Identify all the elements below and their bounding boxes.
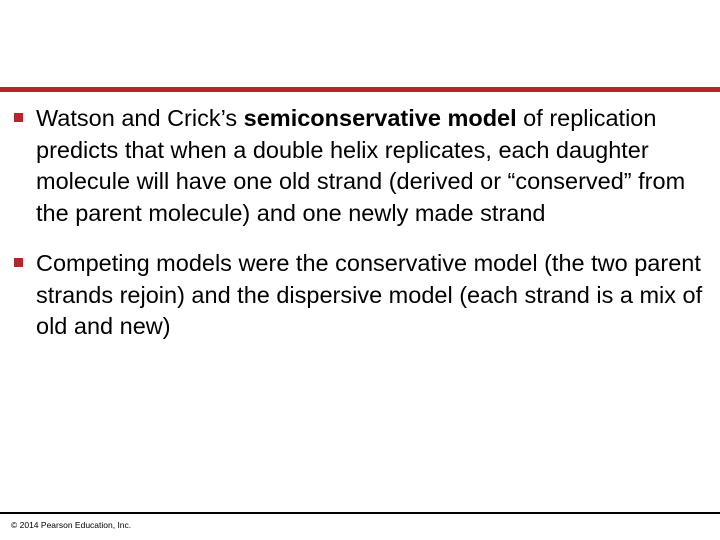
bullet-list bbox=[14, 103, 704, 343]
title-divider-rule bbox=[0, 87, 720, 92]
bullet-text-lead: Watson and Crick’s bbox=[36, 105, 244, 131]
copyright-notice: © 2014 Pearson Education, Inc. bbox=[11, 520, 132, 530]
square-bullet-icon bbox=[14, 258, 23, 267]
footer-divider-rule bbox=[0, 512, 720, 514]
square-bullet-icon bbox=[14, 113, 23, 122]
bullet-text-emphasis: semiconservative model bbox=[243, 105, 517, 131]
bullet-item-semiconservative bbox=[14, 103, 704, 229]
bullet-text: Competing models were the conservative model (the two parent strands rejoin) and the dispersive model (each strand is a mix of old and new) bbox=[36, 250, 703, 339]
bullet-item-competing-models bbox=[14, 248, 704, 343]
bullet-text-rest: of replication predicts that when a double helix replicates, each daughter molecule will have one old strand (derived or “conserved” from the parent molecule) and one newly made strand bbox=[36, 105, 686, 226]
